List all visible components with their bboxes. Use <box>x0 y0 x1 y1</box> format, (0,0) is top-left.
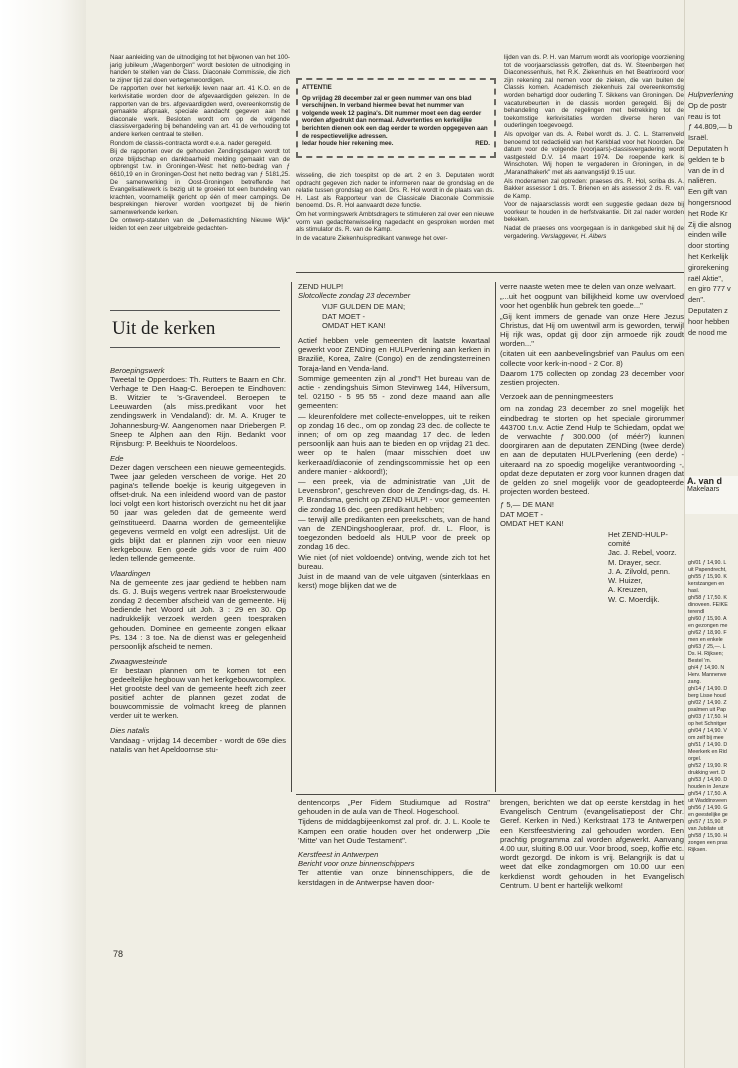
attention-title: ATTENTIE <box>302 84 332 91</box>
paragraph: De rapporten over het kerkelijk leven naar art. 41 K.O. en de kerkvisitatie worden door de afgevaardigden gelezen. In de rapporten van de brs. afgevaardigden werd, overeenkomstig de gemaakte afspraak, speciale aandacht gegeven aan het diaconale werk. Besloten wordt om op de volgende classisvergadering bij behandeling van art. 41 de verhouding tot andere kerken centraal te stellen. <box>110 85 290 138</box>
signature-line: A. Kreuzen, <box>608 585 648 595</box>
zend-paragraph: — kleurenfoldere met collecte-enveloppes, uit te reiken op zondag 16 dec., om op zondag 23 dec. de collecte te innen; of om op zeg maandag 17 dec. de leden persoonlijk aan huis aan te bieden en op vrijdag 21 dec. weer op te halen (maar misschien doet uw kerkeraad/diaconie of zendingscommissie het op een andere manier - akkoord!); <box>298 411 490 476</box>
listing-line: gh/55 ƒ 15,90. K <box>688 574 727 580</box>
zend-paragraph: „Gij kent immers de genade van onze Here Jezus Christus, dat Hij om uwentwil arm is geworden, terwijl Hij rijk was, opdat gij door zijn armoede rijk zoudt worden..." <box>500 311 684 349</box>
paragraph: Als moderamen zal optreden: praeses drs. R. Hol, scriba ds. A. Bakker assessor 1 drs. T. Brienen en als assessor 2 ds. R. van de Kamp. <box>504 177 684 200</box>
listing-line: gh/60 ƒ 15,90. A <box>688 616 727 622</box>
listing-line: uit Papendrecht, <box>688 567 727 573</box>
zend-paragraph: „...uit het oogpunt van billijkheid kome uw overvloed voor het ogenblik hun gebrek ten goede..." <box>500 292 684 311</box>
news-text: Er bestaan plannen om te komen tot een gedeeltelijke hegbouw van het kerkgebouwcomplex. Het grootste deel van de gemeente heeft zich zeer positief achter de plannen gezet zodat de bouwcommissie de volmacht kreeg de plannen verder uit te werken. <box>110 665 286 721</box>
listing-line: gh/01 ƒ 14,90. L <box>688 560 727 566</box>
adjacent-line: reau is tot <box>688 111 721 121</box>
news-text: Vandaag - vrijdag 14 december - wordt de 69e dies natalis van het Apeldoornse stu- <box>110 735 286 754</box>
listing-line: zang. <box>688 679 701 685</box>
signature-line: W. C. Moerdijk. <box>608 594 660 604</box>
adjacent-line: door storting <box>688 241 730 251</box>
adjacent-line: de nood me <box>688 327 728 337</box>
paragraph: Rondom de classis-contracta wordt e.e.a. nader geregeld. <box>110 139 272 147</box>
listing-line: gh/04 ƒ 14,90. V <box>688 728 727 734</box>
slogan-line: DAT MOET - <box>500 509 544 519</box>
listing-line: gh/51 ƒ 14,90. D <box>688 742 728 748</box>
reporter-signature: Verslaggever, H. Albers <box>540 232 607 240</box>
adjacent-line: ƒ 44.809,— b <box>688 122 733 132</box>
listing-line: gh/63 ƒ 25,—. L <box>688 644 726 650</box>
paragraph <box>504 225 684 240</box>
zend-heading: Verzoek aan de penningmeesters <box>500 392 614 402</box>
news-heading: Kerstfeest in Antwerpen <box>298 850 379 860</box>
adjacent-line: raël Aktie", <box>688 273 724 283</box>
zend-paragraph: Actief hebben vele gemeenten dit laatste kwartaal gewerkt voor ZENDing en HULPverlening aan kerken in Brazilië, Korea, Zaïre (Congo) en de zendingsterreinen Toraja-land en Venda-land. <box>298 336 490 373</box>
listing-line: om zelf bij mee <box>688 735 724 741</box>
adjacent-line: einden wille <box>688 230 727 240</box>
slogan-line: DAT MOET - <box>322 311 366 321</box>
zend-paragraph: Sommige gemeenten zijn al „rond"! Het bureau van de actie - zendingshuis Simon Stevinweg 144, Hilversum, tel. 02150 - 5 95 55 - zond deze maand aan alle gemeenten: <box>298 373 490 411</box>
record-listings <box>688 560 729 854</box>
adjacent-line: het Kerkelijk <box>688 252 729 261</box>
news-heading: Vlaardingen <box>110 568 151 578</box>
adjacent-line: hongersnood <box>688 198 732 207</box>
zend-title: ZEND HULP! <box>298 282 344 291</box>
slogan-line: OMDAT HET KAN! <box>322 320 386 330</box>
attention-box <box>296 78 496 158</box>
paragraph: Bij de rapporten over de gehouden Zendingsdagen wordt tot onze blijdschap en dankbaarheid melding gemaakt van de opbrengst t.w. in Groningen-West: het netto-bedrag van ƒ 6610,19 en in Groningen-Oost het netto bedrag van ƒ 5181,25. De samenwerking in Oost-Groningen betreffende het Evangelisatiewerk is bezig uit te groeien tot een bundeling van krachten, voornamelijk gericht op één of meer campings. De besprekingen hierover worden voortgezet bij de hierin samenwerkende kerken. <box>110 148 290 216</box>
classis-report-col2 <box>296 172 494 243</box>
slogan-line: ƒ 5,— DE MAN! <box>500 500 555 510</box>
listing-line: zongen een pras <box>688 840 728 846</box>
news-text: Na de gemeente zes jaar gediend te hebben nam ds. G. J. Buijs wegens vertrek naar Broeksterwoude zondag 2 december afscheid van de gemeente. Hij bediende het Woord uit Joh. 3 : 29 en 30. Op nadrukkelijk verzoek werden geen toespraken gehouden. Dominee en gemeente zongen elkaar Ps. 134 : 3 toe. Na de dienst was er gelegenheid persoonlijk afscheid te nemen. <box>110 578 286 651</box>
news-heading: Dies natalis <box>110 726 150 736</box>
news-heading: Zwaagwesteinde <box>110 656 167 666</box>
listing-line: berg Lisse houd <box>688 693 726 699</box>
zend-paragraph: Juist in de maand van de vele uitgaven (sinterklaas en kerst) moge blijken dat we de <box>298 572 490 591</box>
adjacent-line: gelden te b <box>688 154 725 164</box>
attention-signature: RED. <box>475 140 490 148</box>
listing-line: gh/58 ƒ 17,50. K <box>688 595 727 601</box>
attention-footer: Iedar houde hier rekening mee. <box>302 140 394 148</box>
page-number: 78 <box>113 949 124 959</box>
news-heading: Beroepingswerk <box>110 366 165 375</box>
slogan-line: OMDAT HET KAN! <box>500 518 564 528</box>
listing-line: gh/56 ƒ 14,90. G <box>688 805 728 811</box>
listing-line: drukking vert. D <box>688 770 726 776</box>
section-title: Uit de kerken <box>112 318 216 339</box>
signature-line: Het ZEND-HULP-comité <box>608 530 668 549</box>
paragraph-text: Nadat de praeses ons voorgegaan is in dankgebed sluit hij de vergadering. <box>504 225 684 240</box>
classis-report-col1 <box>110 54 290 234</box>
listing-line: kerstzangen en <box>688 581 725 587</box>
listing-line: Bestel 'm. <box>688 658 712 664</box>
listing-line: van Jubilate uit <box>688 826 724 832</box>
news-subheading: Bericht voor onze binnenschippers <box>298 859 415 869</box>
adjacent-line: hoor hebben <box>688 316 730 326</box>
listing-line: gh/4 ƒ 14,90. N <box>688 665 725 671</box>
listing-line: men en enkele <box>688 637 723 643</box>
zend-paragraph: — terwijl alle predikanten een preekschets, van de hand van de ZENDingshoogleraar, prof. dr. L. Floor, is toegezonden bedoeld als HULP voor de preek op zondag 16 dec. <box>298 514 490 552</box>
listing-line: gh/54 ƒ 17,50. A <box>688 791 727 797</box>
kerstfeest-article <box>500 798 684 891</box>
classis-report-col3 <box>504 54 684 241</box>
paragraph: De ontwerp-statuten van de „Dellemastichting Nieuwe Wijk" leiden tot een zeer uitgebreide gedachten- <box>110 217 290 233</box>
binding-margin <box>0 0 86 1068</box>
listing-line: op het Schnitger <box>688 721 727 727</box>
listing-line: gh/62 ƒ 18,90. F <box>688 630 727 636</box>
dies-natalis-continued <box>298 798 490 888</box>
zend-paragraph: (citaten uit een aanbevelingsbrief van Paulus om een collecte voor kerk-in-nood - 2 Cor. 8) <box>500 349 684 368</box>
listing-line: orgel. <box>688 756 702 762</box>
listing-line: gh/58 ƒ 15,90. H <box>688 833 728 839</box>
adjacent-line: van de in d <box>688 165 725 175</box>
divider <box>296 794 684 795</box>
paragraph: Tijdens de middagbijeenkomst zal prof. dr. J. L. Koole te Kampen een oratie houden over het onderwerp „Die 'Mitte' van het Oude Testament". <box>298 817 490 845</box>
adjacent-line: girorekening <box>688 262 729 272</box>
adjacent-line: den". <box>688 295 706 305</box>
paragraph: Naar aanleiding van de uitnodiging tot het bijwonen van het 100-jarig jubileum „Wagenborgen" wordt besloten de uitnodiging in handen te stellen van de Class. Diaconale Commissie, die zich te zijner tijd zal doen vertegenwoordigen. <box>110 54 290 84</box>
column-rule <box>291 282 292 792</box>
zend-paragraph: om na zondag 23 december zo snel mogelijk het eindbedrag te storten op het speciale girorummer 443700 t.n.v. Actie Zend Hulp te Schiedam, opdat we de verwachte ƒ 300.000 (of méér?) kunnen doorgiraren aan de deputaten ZENDing (twee derde) en aan de deputaten HULPverlening (een derde) - uiteraard na zo spoedig mogelijke verantwoording -, opdat deze deputaten er zorg voor kunnen dragen dat de gelden zo snel mogelijk voor de geadopteerde projecten worden besteed. <box>500 404 684 497</box>
adjacent-line: het Rode Kr <box>688 208 728 218</box>
committee-signature <box>500 530 684 604</box>
listing-line: terendl <box>688 609 705 615</box>
listing-line: psalmen uit Pap <box>688 707 726 713</box>
paragraph: lijden van ds. P. H. van Marrum wordt als voorlopige voorziening tot de voorjaarsclassis getroffen, dat ds. W. Steenbergen het Diaconessenhuis, het R.K. Ziekenhuis en het Beatrixoord voor zijn rekening zal nemen voor de zieken, die van buiten de Classis komen. Academisch ziekenhuis zal overeenkomstig worden behartigd door ouderling T. Sikkens van Groningen. De vacaturebeurten in de classis worden geregeld. Bij de behandeling van de regelingen met betrekking tot de toekomstige kerkvisitaties worden diverse heren van ouderlingen toegevoegd. <box>504 54 684 130</box>
listing-line: uit Waddinxveen <box>688 798 727 804</box>
listing-line: gh/53 ƒ 14,90. D <box>688 777 728 783</box>
listing-line: Rijksen. <box>688 847 707 853</box>
adjacent-line: Een gift van <box>688 187 728 197</box>
paragraph: Voor de najaarsclassis wordt een suggestie gedaan deze bij voorkeur te houden in de herfstvakantie. Dit zal nader worden bekeken. <box>504 201 684 224</box>
zend-subtitle: Slotcollecte zondag 23 december <box>298 291 411 301</box>
paragraph: wisseling, die zich toespitst op de art. 2 en 3. Deputaten wordt opdracht gegeven zich nader te informeren naar de grondslag en de relatie tussen grondslag en doel. Drs. R. Hol wordt in de plaats van ds. H. Last als Rapporteur van de Classicale Diaconale Commissie benoemd. Ds. R. Hol aanvaardt deze functie. <box>296 172 494 210</box>
news-text: Dezer dagen verscheen een nieuwe gemeentegids. Twee jaar geleden verscheen de vorige. Het 20 pagina's tellende boekje is keurig uitgegeven in offset-druk. Na een inleidend woord van de pastor loci volgt een kort historisch overzicht nu het dit jaar 50 jaar was geleden dat de gemeente werd geïnstitueerd. Daarna worden de gemeentelijke gegevens vermeld en volgt een adreslijst. Uit de gids blijkt dat er plannen zijn voor een nieuw kerkgebouw. Een goede gids voor de ruim 400 leden tellende gemeente. <box>110 462 286 563</box>
paragraph: dentencorps „Per Fidem Studiumque ad Rostra" gehouden in de aula van de Theol. Hogeschool. <box>298 798 490 817</box>
paragraph: Als opvolger van ds. A. Rebel wordt ds. J. C. L. Starrenveld benoemd tot redactielid van het Kerkblad voor het Noorden. De datum voor de volgende (voorjaars)-classisvergadering wordt vastgesteld D.V. 14 maart 1974. De roepende kerk is Winschoten. Wij hopen te vergaderen in Groningen, in de „Maranathakerk" met als aanvangstijd 9.15 uur. <box>504 130 684 176</box>
news-heading: Ede <box>110 453 124 463</box>
listing-line: hasl. <box>688 588 700 594</box>
listing-line: en gezongen me <box>688 623 728 629</box>
zend-hulp-article-continued <box>500 282 684 604</box>
adjacent-line: Zij die alsnog <box>688 219 732 229</box>
signature-line: M. Drayer, secr. <box>608 557 662 567</box>
adjacent-line: Deputaten z <box>688 306 728 315</box>
adjacent-line: Op de postr <box>688 100 727 110</box>
divider <box>296 272 684 273</box>
zend-paragraph: Daarom 175 collecten op zondag 23 december voor zestien projecten. <box>500 368 684 388</box>
zend-paragraph: verre naaste weten mee te delen van onze welvaart. <box>500 282 677 291</box>
paragraph: Ter attentie van onze binnenschippers, die de kerstdagen in de Antwerpse haven door- <box>298 868 490 887</box>
paragraph: Om het vormingswerk Ambtsdragers te stimuleren zal over een nieuwe vorm van gedachtenwisseling nagedacht en gesproken worden met als stimulator ds. R. van de Kamp. <box>296 210 494 234</box>
slogan-line: VIJF GULDEN DE MAN; <box>322 302 406 312</box>
advertiser-logo <box>685 476 738 514</box>
adjacent-page-strip <box>684 0 738 1068</box>
paragraph: In de vacature Ziekenhuispredikant vanwege het over- <box>296 234 448 242</box>
listing-line: en geestelijke ge <box>688 812 728 818</box>
adjacent-line: Deputaten h <box>688 144 729 153</box>
church-news-column <box>110 366 286 755</box>
signature-line: W. Huizer, <box>608 576 643 586</box>
signature-line: Jac. J. Rebel, voorz. <box>608 548 677 558</box>
adjacent-line: naliëren. <box>688 176 717 186</box>
listing-line: dinoveen. FEIKE <box>688 602 728 608</box>
listing-line: gh/52 ƒ 19,90. R <box>688 763 728 769</box>
zend-hulp-article <box>298 282 490 592</box>
news-text: Tweetal te Opperdoes: Th. Rutters te Baarn en Chr. Verhage te Den Haag-C. Beroepen te Eindhoven: B. Witzier te 's-Gravendeel. Beroepen te Leeuwarden (als miss.predikant voor het zendingswerk in Vendaland): dr. M. A. Kruger te Johannesburg-W. Aangenomen naar Driebergen P. Sneep te Alphen aan den Rijn. Bedankt voor Rijnsburg: P. Beekhuis te Noordeloos. <box>110 375 286 448</box>
paragraph: brengen, berichten we dat op eerste kerstdag in het Evangelisch Centrum (evangelisatiepost der Chr. Geref. Kerken in Ned.) Kerkstraat 173 te Antwerpen een Kerstfeestviering zal gehouden worden. Een prachtig programma zal worden afgewerkt. Aanvang 4.00 uur, sluiting 8.00 uur. Voor brood, soep, koffie etc. wordt gezorgd. De inkom is vrij. Belangrijk is dat u weet dat elke zondagmorgen om 10.00 uur een kerkdienst wordt gehouden in het Evangelisch Centrum. U bent er hartelijk welkom! <box>500 798 684 890</box>
logo-text: A. van d <box>687 476 723 486</box>
signature-line: J. A. Zilvold, penn. <box>608 566 671 576</box>
listing-line: gh/57 ƒ 15,90. P <box>688 819 727 825</box>
logo-subtext: Makelaars <box>687 486 720 493</box>
column-rule <box>495 282 496 792</box>
listing-line: gh/02 ƒ 14,90. Z <box>688 700 727 706</box>
listing-line: houden in Jeruze <box>688 784 729 790</box>
zend-paragraph: — een preek, via de administratie van „Uit de Levensbron", geschreven door de Zendings-dag, ds. H. P. Brandsma, gericht op ZEND HULP! - voor gemeenten die zondag 16 dec. geen predikant hebben; <box>298 477 490 514</box>
listing-line: Herv. Mannenve <box>688 672 727 678</box>
adjacent-line: Israël. <box>688 133 709 143</box>
section-header <box>110 310 280 348</box>
listing-line: Ds. H. Rijksen; <box>688 651 724 657</box>
listing-line: Meerkerk en Rid <box>688 749 727 755</box>
zend-paragraph: Wie niet (of niet voldoende) ontving, wende zich tot het bureau. <box>298 552 490 571</box>
adjacent-line: en giro 777 v <box>688 284 731 294</box>
listing-line: gh/14 ƒ 14,90. D <box>688 686 728 692</box>
attention-body: Op vrijdag 28 december zal er geen nummer van ons blad verschijnen. In verband hiermee bevat het nummer van volgende week 12 pagina's. Dit nummer moet een dag eerder worden afgedrukt dan normaal. Advertenties en kerkelijke berichten dienen ook een dag eerder te worden opgegeven aan de respectievelijke adressen. <box>302 94 488 140</box>
listing-line: gh/03 ƒ 17,50. H <box>688 714 728 720</box>
adjacent-line: Hulpverlening <box>688 90 734 99</box>
